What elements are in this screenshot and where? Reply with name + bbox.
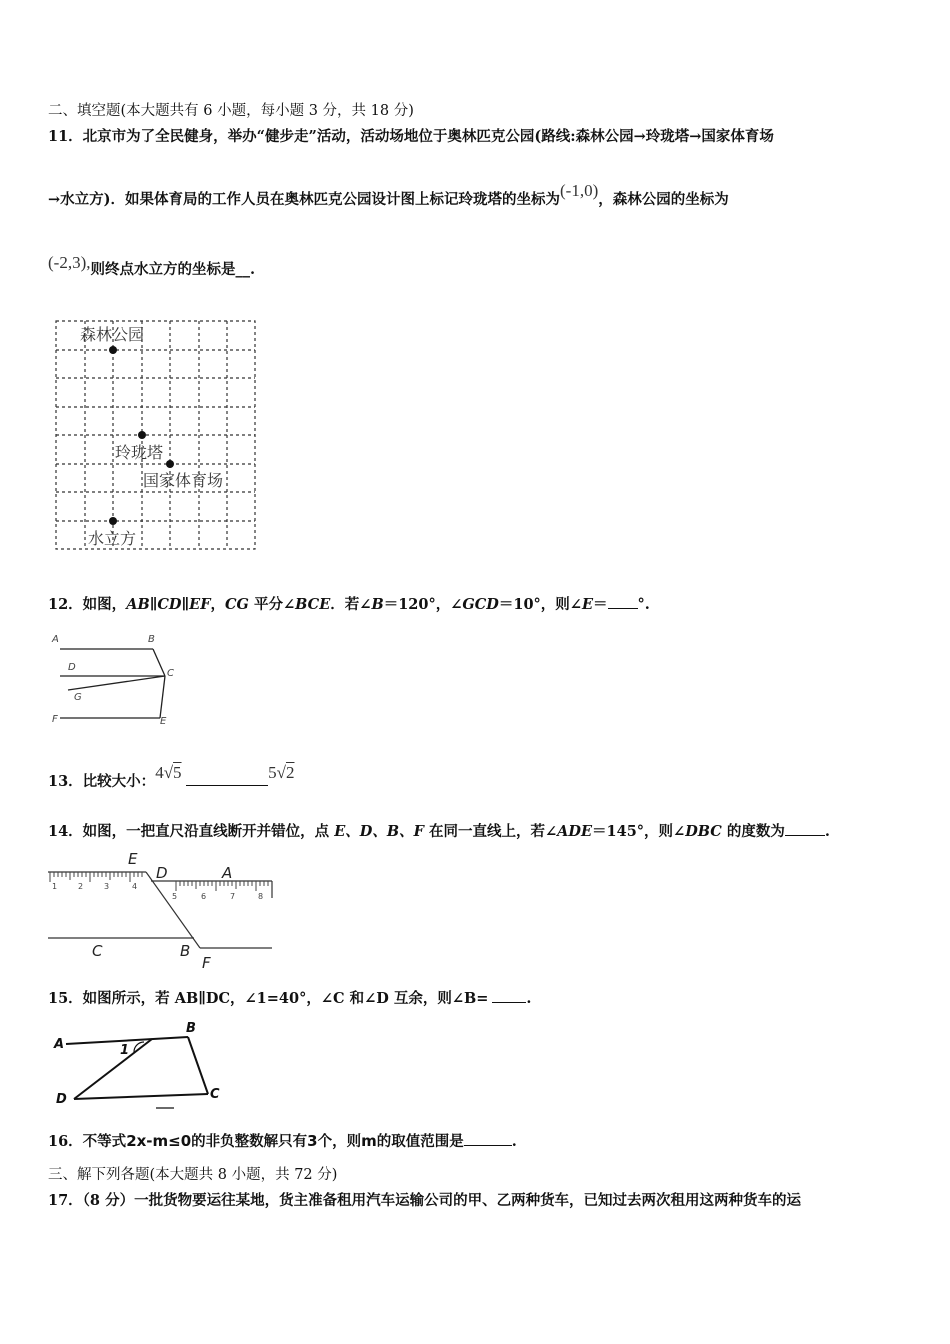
- q12-t4: ＝120°，∠: [383, 596, 463, 613]
- q14-mid2: ＝145°，则∠: [592, 823, 686, 840]
- q14-text: [48, 821, 830, 842]
- ruler-num-2: 2: [78, 882, 84, 891]
- label-b: B: [186, 1021, 196, 1036]
- left-coef: 4: [155, 763, 164, 782]
- q12-end: °.: [637, 596, 650, 613]
- national-stadium-label: 国家体育场: [143, 471, 224, 490]
- answer-blank: [785, 821, 825, 836]
- trapezoid-figure: [48, 1020, 228, 1112]
- q14-tail: .: [824, 823, 830, 840]
- q17-text: 17．（8 分）一批货物要运往某地，货主准备租用汽车运输公司的甲、乙两种货车，已知过去两次租用这两种货车的运: [48, 1192, 802, 1209]
- national-stadium-point: [166, 460, 174, 468]
- q11-line1: 11．北京市为了全民健身，举办“健步走”活动，活动场地位于奥林匹克公园(路线:森林公园→玲珑塔→国家体育场: [48, 128, 774, 145]
- q15-tail: .: [526, 990, 532, 1007]
- label-d: D: [56, 1092, 67, 1107]
- q12-sep: ，: [210, 596, 226, 613]
- forest-park-point: [109, 346, 117, 354]
- ruler-num-6: 6: [201, 892, 207, 901]
- q14-points: E、D、B、F: [334, 823, 424, 840]
- q12-cg: CG: [225, 596, 249, 613]
- label-g: G: [74, 692, 82, 703]
- right-coef: 5: [268, 763, 277, 782]
- ruler-num-1: 1: [52, 882, 58, 891]
- q12-gcd: GCD: [462, 596, 499, 613]
- answer-blank: [492, 988, 526, 1003]
- label-a: A: [52, 634, 59, 645]
- q16-mid2: 个，则: [317, 1133, 362, 1150]
- label-b: B: [180, 942, 191, 960]
- coord-forest: (-2,3),: [48, 253, 91, 272]
- section-header: 三、解下列各题(本大题共 8 小题，共 72 分): [48, 1167, 338, 1183]
- left-radicand: 5: [173, 763, 182, 782]
- ruler-num-7: 7: [230, 892, 236, 901]
- label-d: D: [156, 864, 168, 882]
- answer-blank: [608, 594, 638, 609]
- linglong-tower-point: [138, 431, 146, 439]
- q14-dbc: DBC: [685, 823, 722, 840]
- q11-line3: [48, 253, 256, 278]
- q13-prefix: 13．比较大小：: [48, 773, 156, 790]
- map-grid: [56, 321, 255, 549]
- forest-park-label: 森林公园: [80, 325, 145, 344]
- label-d: D: [68, 662, 76, 673]
- broken-ruler-figure: [46, 850, 278, 972]
- water-cube-point: [109, 517, 117, 525]
- q13-text: [48, 763, 295, 792]
- parallel-lines-figure: [48, 628, 188, 726]
- section-header: 二、填空题(本大题共有 6 小题，每小题 3 分，共 18 分): [48, 103, 414, 119]
- coord-linglong: (-1,0): [560, 181, 599, 200]
- q16-tail: .: [511, 1133, 517, 1150]
- label-e: E: [160, 716, 167, 726]
- q11-line2-text: →水立方)．如果体育局的工作人员在奥林匹克公园设计图上标记玲珑塔的坐标为: [48, 191, 561, 208]
- right-radicand: 2: [285, 763, 295, 782]
- ruler-num-5: 5: [172, 892, 178, 901]
- q12-e: E: [581, 596, 594, 613]
- label-e: E: [128, 850, 138, 868]
- q12-t6: ＝: [593, 596, 608, 613]
- q16-prefix: 16．不等式: [48, 1133, 127, 1150]
- angle-1-label: 1: [120, 1043, 130, 1058]
- label-c: C: [167, 668, 174, 679]
- linglong-tower-label: 玲珑塔: [115, 443, 164, 462]
- label-a: A: [222, 864, 233, 882]
- label-c: C: [210, 1087, 220, 1102]
- label-a: A: [54, 1037, 65, 1052]
- q11-line2: [48, 181, 729, 210]
- q14-end: 的度数为: [721, 823, 785, 840]
- water-cube-label: 水立方: [88, 529, 137, 548]
- q16-mid: 的非负整数解只有: [191, 1133, 308, 1150]
- q12-t3: ．若∠: [330, 596, 372, 613]
- q12-prefix: 12．如图，: [48, 596, 127, 613]
- ruler-num-4: 4: [132, 882, 138, 891]
- q16-inequality: 2x-m≤0: [126, 1132, 192, 1150]
- park-map-figure: [48, 318, 260, 552]
- q12-b: B: [371, 596, 384, 613]
- q11-line2-text-b: ，森林公园的坐标为: [598, 191, 729, 208]
- q12-t2: 平分∠: [248, 596, 296, 613]
- left-expr: 4√5: [155, 763, 182, 782]
- answer-blank: [464, 1131, 512, 1146]
- answer-blank: [186, 771, 268, 786]
- q12-parallel: AB∥CD∥EF: [126, 596, 211, 613]
- q14-mid: 在同一直线上，若∠: [423, 823, 558, 840]
- right-expr: 5√2: [268, 763, 295, 782]
- ruler-num-8: 8: [258, 892, 264, 901]
- q12-t5: ＝10°，则∠: [498, 596, 582, 613]
- q14-prefix: 14．如图，一把直尺沿直线断开并错位，点: [48, 823, 335, 840]
- q16-count: 3: [307, 1132, 318, 1150]
- label-f: F: [52, 714, 58, 725]
- q14-ade: ADE: [557, 823, 593, 840]
- q12-bce: BCE: [295, 596, 331, 613]
- q12-text: [48, 594, 650, 615]
- ruler-num-3: 3: [104, 882, 110, 891]
- q16-m: m: [361, 1132, 377, 1150]
- q15-body: 15．如图所示，若 AB∥DC，∠1=40°，∠C 和∠D 互余，则∠B=: [48, 990, 489, 1007]
- q16-end: 的取值范围是: [376, 1133, 464, 1150]
- label-b: B: [148, 634, 155, 645]
- q16-text: [48, 1131, 517, 1152]
- label-c: C: [92, 942, 103, 960]
- q15-text: [48, 988, 531, 1009]
- q11-line3-text: 则终点水立方的坐标是__.: [90, 261, 256, 278]
- label-f: F: [202, 954, 211, 972]
